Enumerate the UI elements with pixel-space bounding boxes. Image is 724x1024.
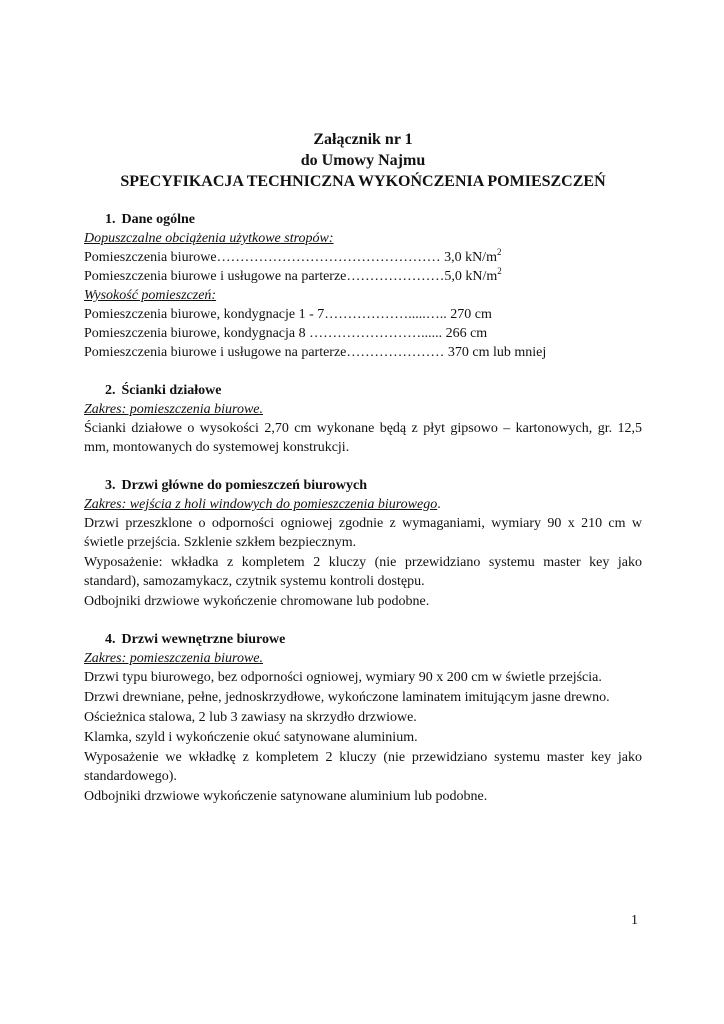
section-partition-walls	[84, 381, 642, 457]
subheading-loads: Dopuszczalne obciążenia użytkowe stropów:	[84, 231, 334, 246]
section-heading	[84, 381, 642, 400]
unit-exponent: 2	[497, 267, 502, 276]
section-title: Ścianki działowe	[121, 383, 222, 398]
section-title: Drzwi wewnętrzne biurowe	[121, 632, 286, 647]
scope-text: Zakres: wejścia z holi windowych do pomieszczenia biurowego	[84, 497, 438, 512]
paragraph: Drzwi przeszklone o odporności ogniowej zgodnie z wymaganiami, wymiary 90 x 210 cm w świetle przejścia. Szklenie szkłem bezpiecznym.	[84, 516, 642, 550]
paragraph: Klamka, szyld i wykończenie okuć satynowane aluminium.	[84, 730, 418, 745]
document-body	[84, 210, 642, 825]
paragraph: Wyposażenie: wkładka z kompletem 2 kluczy (nie przewidziano systemu master key jako standard), samozamykacz, czytnik systemu kontroli dostępu.	[84, 555, 642, 589]
document-title	[84, 129, 642, 192]
section-heading	[84, 210, 642, 229]
load-line-text: Pomieszczenia biurowe………………………………………… 3,0 kN/m	[84, 250, 497, 265]
height-line-floor-8: Pomieszczenia biurowe, kondygnacja 8 ……………………...... 266 cm	[84, 326, 488, 341]
section-number: 2.	[105, 383, 116, 398]
section-number: 1.	[105, 212, 116, 227]
subheading-heights: Wysokość pomieszczeń:	[84, 288, 217, 303]
scope-line	[84, 495, 642, 514]
height-line-floors-1-7: Pomieszczenia biurowe, kondygnacje 1 - 7……………….....….. 270 cm	[84, 307, 492, 322]
spec-title: SPECYFIKACJA TECHNICZNA WYKOŃCZENIA POMIESZCZEŃ	[120, 173, 606, 190]
section-internal-doors	[84, 630, 642, 806]
paragraph: Odbojniki drzwiowe wykończenie chromowane lub podobne.	[84, 594, 430, 609]
page-number: 1	[631, 913, 638, 928]
annex-subtitle: do Umowy Najmu	[300, 152, 426, 169]
scope-period: .	[437, 497, 441, 512]
load-line-text: Pomieszczenia biurowe i usługowe na parterze…………………5,0 kN/m	[84, 269, 498, 284]
section-number: 3.	[105, 478, 116, 493]
load-line-ground-floor	[84, 267, 642, 286]
paragraph: Odbojniki drzwiowe wykończenie satynowane aluminium lub podobne.	[84, 789, 488, 804]
scope-line: Zakres: pomieszczenia biurowe.	[84, 402, 263, 417]
section-heading	[84, 476, 642, 495]
unit-exponent: 2	[496, 248, 502, 257]
load-line-office	[84, 248, 642, 267]
paragraph: Ościeżnica stalowa, 2 lub 3 zawiasy na skrzydło drzwiowe.	[84, 710, 417, 725]
section-number: 4.	[105, 632, 116, 647]
height-line-ground-floor: Pomieszczenia biurowe i usługowe na parterze………………… 370 cm lub mniej	[84, 345, 547, 360]
section-main-doors	[84, 476, 642, 611]
paragraph: Drzwi typu biurowego, bez odporności ogniowej, wymiary 90 x 200 cm w świetle przejścia.	[84, 670, 602, 685]
section-title: Dane ogólne	[121, 212, 195, 227]
section-general-data	[84, 210, 642, 362]
paragraph: Ścianki działowe o wysokości 2,70 cm wykonane będą z płyt gipsowo – kartonowych, gr. 12,5 mm, montowanych do systemowej konstrukcji.	[84, 421, 642, 455]
paragraph: Wyposażenie we wkładkę z kompletem 2 kluczy (nie przewidziano systemu master key jako standardowego).	[84, 750, 642, 784]
section-heading	[84, 630, 642, 649]
paragraph: Drzwi drewniane, pełne, jednoskrzydłowe, wykończone laminatem imitującym jasne drewno.	[84, 690, 610, 705]
section-title: Drzwi główne do pomieszczeń biurowych	[121, 478, 367, 493]
document-page	[84, 0, 642, 1024]
scope-line: Zakres: pomieszczenia biurowe.	[84, 651, 263, 666]
annex-title: Załącznik nr 1	[313, 131, 413, 148]
